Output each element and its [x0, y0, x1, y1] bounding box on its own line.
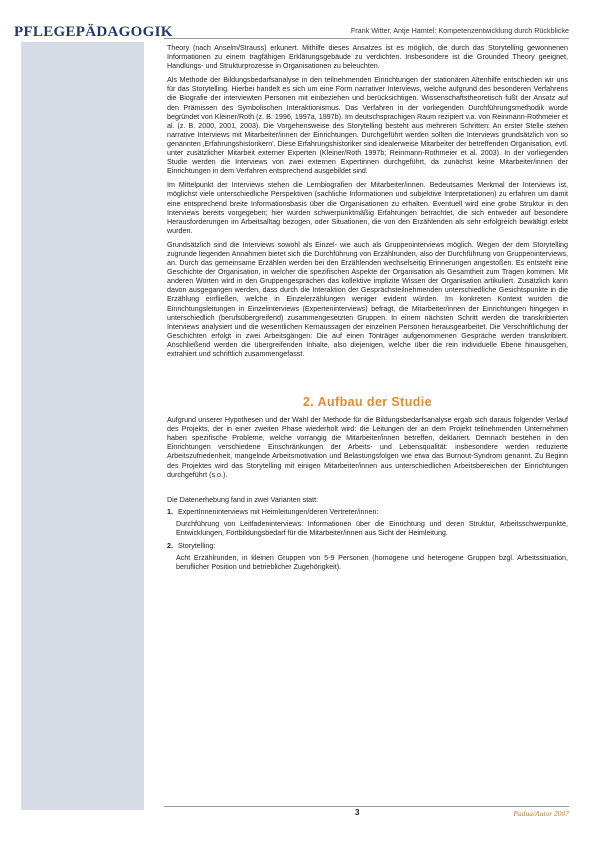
- section-heading: 2. Aufbau der Studie: [302, 395, 433, 410]
- page-number: 3: [355, 808, 360, 817]
- paragraph: Aufgrund unserer Hypothesen und der Wahl der Methode für die Bildungsbedarfsanalyse ergab sich daraus folgender Verlauf des Projekts, der in einer zweiten Phase wiederholt wird: die Leitungen der an dem Projekt teilnehmenden Unternehmen haben spezifische Probleme, welche vorrangig die Mitarbeiter/innen betreffen, deklariert. Demnach bestehen in den Einrichtungen verschiedene Einschränkungen der Arbeits- und Lebensqualität: insbesondere werden reduzierte Arbeitszufriedenheit, mangelnde Arbeitsmotivation und Belastungsfolgen wie etwa das Burnout-Syndrom genannt. Zu Beginn des Projektes wird das Storytelling mit einigen Mitarbeiter/innen aus unterschiedlichen Arbeitsbereichen der Einrichtungen durchgeführt (s.o.).: [167, 416, 568, 479]
- list-intro: Die Datenerhebung fand in zwei Varianten statt:: [167, 495, 319, 504]
- list-item-number: 1.: [167, 507, 173, 516]
- paragraph: Als Methode der Bildungsbedarfsanalyse in den teilnehmenden Einrichtungen der stationären Altenhilfe entschieden wir uns für das Storytelling. Hierbei handelt es sich um eine Form narrativer Interviews, welche aufgrund des besonderen Verfahrens die Biografie der interviewten Personen mit einbeziehen und berücksichtigen. Wissenschaftstheoretisch fußt der Ansatz auf den Prämissen des Symbolischen Interaktionismus. Das Verfahren in der vorliegenden Durchführungsmethodik wurde begründet von Kleiner/Roth (z. B. 1996, 1997a, 1997b). Im deutschsprachigen Raum rezipiert v.a. von Reinmann-Rothmeier et al. (z. B. 2000, 2001, 2003). Die Vorgehensweise des Storytelling besteht aus mehreren Schritten: An erster Stelle stehen narrative Interviews mit Mitarbeiter/innen der Einrichtungen. Durchgeführt werden sollten die Interviews grundsätzlich von so genannten ‚Erfahrungshistorikern'. Diese Erfahrungshistoriker sind idealerweise Mitarbeiter der betreffenden Organisation, evtl. unter zusätzlicher Mitarbeit externer Experten (Kleiner/Roth 1997b; Reinmann-Rothmeier et al. 2003). In der vorliegenden Studie werden die Interviews von zwei externen Expertinnen durchgeführt, da zunächst keine Mitarbeiter/innen der Einrichtungen in dem Verfahren entsprechend ausgebildet sind.: [167, 76, 568, 176]
- paragraph: Grundsätzlich sind die Interviews sowohl als Einzel- wie auch als Gruppeninterviews möglich. Wegen der dem Storytelling zugrunde liegenden Annahmen bietet sich die Durchführung von Erzählrunden, also der Durchführung von Gruppeninterviews, an. Durch das gemeinsame Erzählen werden bei den Erzählenden wechselseitig Erinnerungen angestoßen. Es entsteht eine Geschichte der Organisation, in welcher die spezifischen Aspekte der Organisation als Gesamtheit zum Tragen kommen. Mit anderen Worten wird in den Gruppengesprächen das kollektive implizite Wissen der Organisation artikuliert. Zusätzlich kann davon ausgegangen werden, dass durch die Interaktion der Gesprächsteilnehmenden unterschiedliche Gesichtspunkte in die Erzählung einfließen, welche in Einzelerzählungen weniger evident würden. Im konkreten Kontext wurden die Einrichtungsleitungen in Einzelinterviews (Experteninterviews) befragt, die Mitarbeiter/innen der Einrichtungen hingegen in unterschiedlich (berufsübergreifend) zusammengesetzten Gruppen. In einem nächsten Schritt werden die transkribierten Interviews analysiert und die wesentlichen Kernaussagen der einzelnen Personen herausgearbeitet. Die Verschriftlichung der Geschichten erfolgt in zwei Arbeitsgängen: Die auf einen Tonträger aufgenommenen Gespräche werden transkribiert. Anschließend werden die übergreifenden Inhalte, also diejenigen, welche über die rein individuelle Ebene hinausgehen, extrahiert und schriftlich zusammengefasst.: [167, 240, 568, 358]
- list-item-label: ExpertInneninterviews mit Heimleitungen/deren Vertreter/innen:: [177, 507, 379, 516]
- article-body: [167, 44, 568, 576]
- list-item-body: Acht Erzählrunden, in kleinen Gruppen von 5-9 Personen (homogene und heterogene Gruppen bzgl. Arbeitssituation, beruflicher Position und betrieblicher Zugehörigkeit).: [176, 554, 568, 572]
- footer-divider: [164, 806, 569, 807]
- header-divider: [164, 38, 569, 39]
- list-item-label: Storytelling:: [177, 542, 216, 551]
- margin-sidebar: [21, 42, 144, 810]
- list-item-body: Durchführung von Leitfadeninterviews: Informationen über die Einrichtung und deren Struktur, Arbeitsschwerpunkte, Entwicklungen, Fortbildungsbedarf für die Mitarbeiter/innen aus Sicht der Heimleitung.: [176, 519, 568, 538]
- paragraph: Theory (nach Anselm/Strauss) erkunert. Mithilfe dieses Ansatzes ist es möglich, die durch das Storytelling gewonnenen Informationen zu einem tragfähigen Erklärungsgebäude zu verdichten. Insbesondere ist die Grounded Theory geeignet, Handlungs- und Strukturprozesse in Organisationen zu beleuchten.: [167, 44, 568, 71]
- list-item: [167, 542, 568, 551]
- journal-logo: PFLEGEPÄDAGOGIK: [14, 24, 173, 40]
- paragraph: Im Mittelpunkt der Interviews stehen die Lernbiografien der Mitarbeiter/innen. Bedeutsames Merkmal der Interviews ist, möglichst viele unterschiedliche Perspektiven (sachliche Informationen und subjektive Interpretationen) zu erfahren um damit eine entsprechend breite Informationsbasis über die Organisationen zu erhalten. Eventuell wird eine grobe Struktur in den Interviews bereits vorgegeben; hier wurden schwerpunktmäßig Erfahrungen betrachtet, die sich entweder auf besondere Herausforderungen im Arbeitsalltag bezogen, oder Situationen, die von den Erzählenden als sehr erfolgreich bewältigt erlebt wurden.: [167, 181, 568, 235]
- running-head: Frank Witter, Antje Hamtel: Kompetenzentwicklung durch Rückblicke: [350, 26, 569, 35]
- list-item-number: 2.: [167, 542, 173, 551]
- list-item: [167, 508, 568, 517]
- journal-name: Padua/Autor 2007: [513, 809, 569, 818]
